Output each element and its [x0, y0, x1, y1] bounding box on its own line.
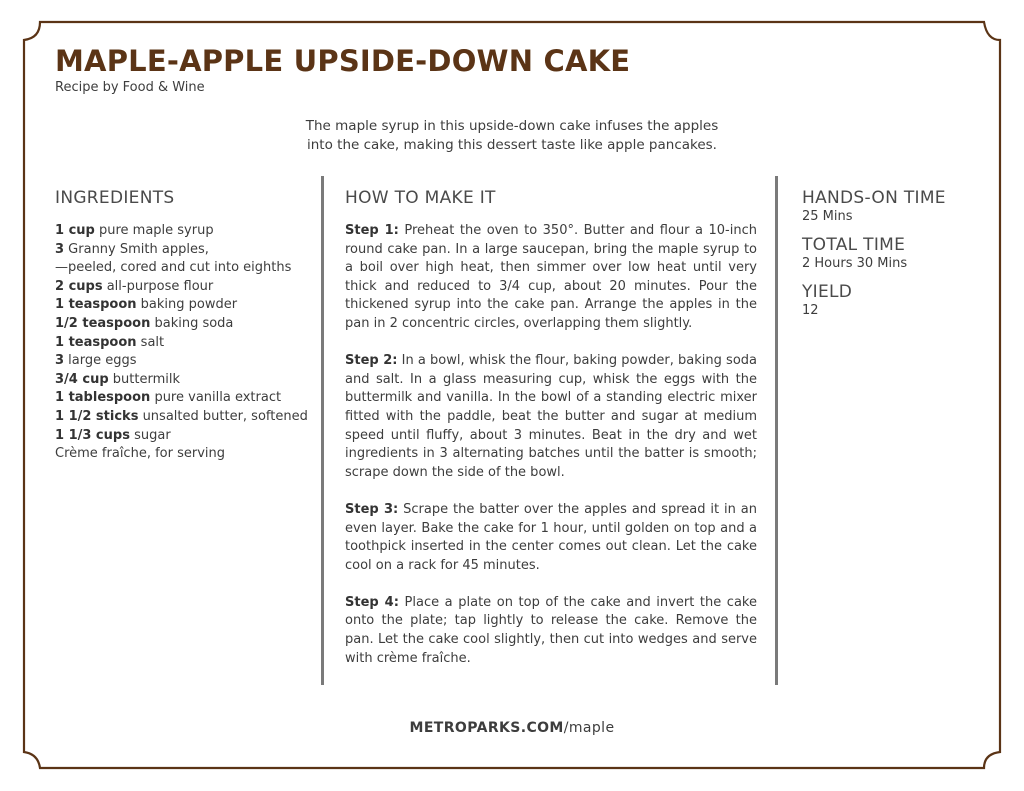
ingredients-list: [55, 222, 310, 464]
total-time: [802, 235, 992, 271]
yield-value: 12: [802, 303, 819, 318]
yield: [802, 282, 992, 318]
ingredient-text: pure vanilla extract: [150, 390, 282, 406]
ingredient-text: large eggs: [64, 353, 137, 369]
method-heading: HOW TO MAKE IT: [345, 188, 496, 208]
step-label: Step 4:: [345, 594, 399, 610]
footer-site: METROPARKS.COM: [409, 720, 564, 736]
step-text: Scrape the batter over the apples and spread it in an even layer. Bake the cake for 1 hour, until golden on top and a toothpick inserted in the center comes out clean. Let the cake cool on a rack for 45 minutes.: [345, 501, 757, 573]
intro-line: into the cake, making this dessert taste like apple pancakes.: [307, 137, 717, 153]
ingredient-qty: 1 tablespoon: [55, 390, 151, 406]
step-text: Place a plate on top of the cake and invert the cake onto the plate; tap lightly to release the cake. Remove the pan. Let the cake cool slightly, then cut into wedges and serve with crème fraîche.: [345, 594, 757, 666]
total-time-label: TOTAL TIME: [802, 235, 906, 255]
ingredient-item: [55, 278, 310, 297]
ingredient-text: salt: [136, 334, 165, 350]
method-step: [345, 501, 757, 575]
ingredient-text: baking soda: [150, 315, 234, 331]
ingredient-item: [55, 315, 310, 334]
method-section: [345, 188, 757, 668]
ingredient-text: baking powder: [136, 297, 238, 313]
ingredient-item: [55, 259, 310, 278]
ingredient-item: [55, 445, 310, 464]
intro-line: The maple syrup in this upside-down cake infuses the apples: [305, 118, 719, 134]
ingredient-item: [55, 352, 310, 371]
recipe-byline: Recipe by Food & Wine: [55, 80, 205, 95]
step-label: Step 2:: [345, 353, 398, 369]
ingredient-text: buttermilk: [108, 371, 180, 387]
method-step: [345, 222, 757, 334]
hands-on-time-value: 25 Mins: [802, 209, 853, 224]
footer-url[interactable]: [0, 720, 1024, 736]
ingredient-qty: 1 1/3 cups: [55, 427, 130, 443]
column-divider-right: [775, 176, 778, 685]
step-text: Preheat the oven to 350°. Butter and flour a 10-inch round cake pan. In a large saucepan, bring the maple syrup to a boil over high heat, then simmer over low heat until very thick and reduced to 3/4 cup, about 20 minutes. Pour the thickened syrup into the cake pan. Arrange the apples in the pan in 2 concentric circles, overlapping them slightly.: [345, 223, 757, 331]
ingredient-item: [55, 371, 310, 390]
step-label: Step 1:: [345, 223, 399, 238]
step-text: In a bowl, whisk the flour, baking powder, baking soda and salt. In a glass measuring cup, whisk the eggs with the buttermilk and vanilla. In the bowl of a standing electric mixer fitted with the paddle, beat the butter and sugar at medium speed until fluffy, about 3 minutes. Beat in the dry and wet ingredients in 3 alternating batches until the batter is smooth; scrape down the side of the bowl.: [345, 353, 757, 480]
ingredient-item: [55, 408, 310, 427]
ingredient-item: [55, 241, 310, 260]
column-divider-left: [321, 176, 324, 685]
ingredient-text: Crème fraîche, for serving: [55, 446, 225, 462]
ingredient-qty: 1 teaspoon: [55, 334, 137, 350]
ingredient-qty: 3: [55, 241, 65, 257]
ingredient-text: unsalted butter, softened: [138, 408, 308, 424]
ingredient-qty: 3/4 cup: [55, 371, 109, 387]
method-step: [345, 594, 757, 668]
recipe-meta: [802, 188, 992, 329]
ingredient-item: [55, 427, 310, 446]
method-step: [345, 352, 757, 482]
ingredient-qty: 3: [55, 353, 65, 369]
hands-on-time-label: HANDS-ON TIME: [802, 188, 946, 208]
ingredient-text: Granny Smith apples,: [64, 241, 209, 257]
ingredient-qty: 1 teaspoon: [55, 297, 137, 313]
ingredient-text: sugar: [129, 427, 171, 443]
ingredient-item: [55, 389, 310, 408]
ingredient-item: [55, 334, 310, 353]
ingredient-text: pure maple syrup: [94, 223, 214, 238]
ingredient-qty: 1/2 teaspoon: [55, 315, 151, 331]
recipe-title: MAPLE-APPLE UPSIDE-DOWN CAKE: [55, 44, 631, 78]
yield-label: YIELD: [802, 282, 853, 302]
ingredient-qty: 1 1/2 sticks: [55, 408, 139, 424]
ingredient-qty: 1 cup: [55, 223, 95, 238]
hands-on-time: [802, 188, 992, 224]
ingredient-qty: 2 cups: [55, 278, 103, 294]
recipe-intro: [262, 117, 762, 155]
ingredient-text: —peeled, cored and cut into eighths: [55, 260, 292, 276]
ingredient-item: [55, 296, 310, 315]
step-label: Step 3:: [345, 501, 399, 517]
total-time-value: 2 Hours 30 Mins: [802, 256, 908, 271]
ingredients-heading: INGREDIENTS: [55, 188, 175, 208]
ingredients-section: [55, 188, 310, 464]
footer-path: /maple: [563, 720, 615, 736]
ingredient-item: [55, 222, 310, 241]
ingredient-text: all-purpose flour: [102, 278, 214, 294]
